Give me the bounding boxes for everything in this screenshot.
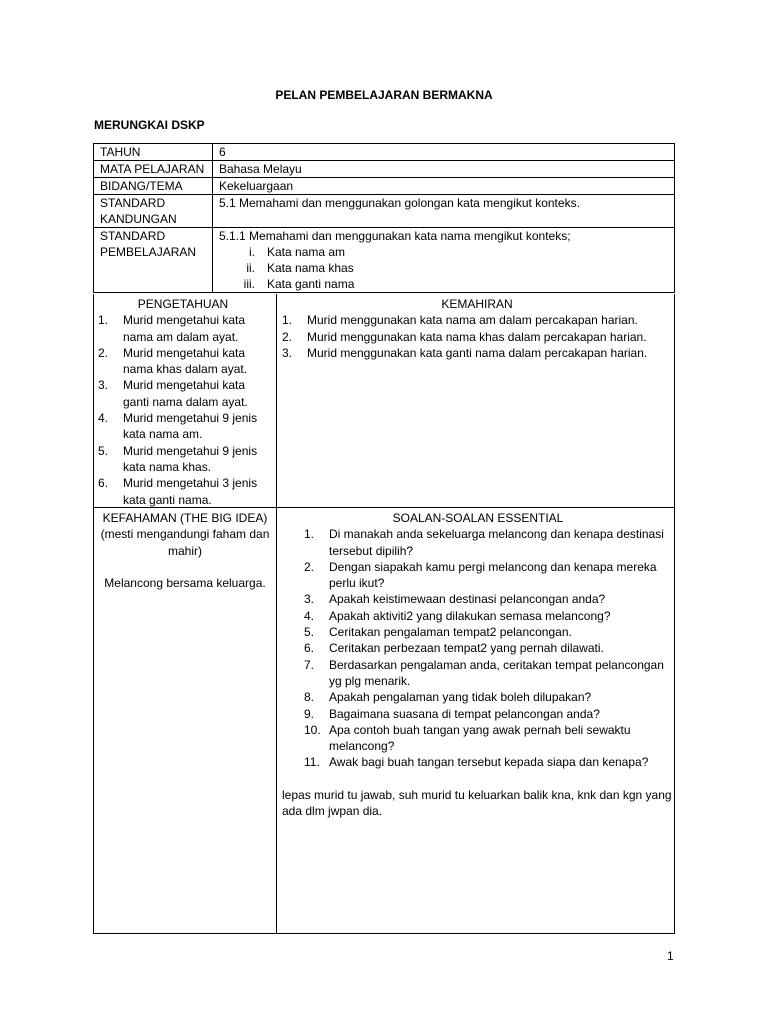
- list-item: 6. Ceritakan perbezaan tempat2 yang pernah dilawati.: [304, 641, 604, 656]
- list-item: 3. Murid mengetahui kata ganti nama dalam ayat.: [98, 378, 248, 409]
- row-standard-kandungan: [94, 195, 675, 228]
- mata-pelajaran-label: MATA PELAJARAN: [94, 161, 213, 178]
- list-item: 2. Murid mengetahui kata nama khas dalam ayat.: [98, 345, 248, 377]
- list-item: 1. Murid mengetahui kata nama am dalam ayat.: [98, 313, 246, 344]
- list-item: ii. Kata nama khas: [246, 261, 354, 275]
- list-item: 11. Awak bagi buah tangan tersebut kepada siapa dan kenapa?: [304, 755, 649, 770]
- list-item: 3. Apakah keistimewaan destinasi pelancongan anda?: [304, 592, 606, 607]
- row-standard-pembelajaran: [94, 228, 675, 293]
- kemahiran-list: [282, 312, 672, 361]
- standard-pembelajaran-cell: [213, 228, 675, 293]
- list-item: 1. Di manakah anda sekeluarga melancong dan kenapa destinasi tersebut dipilih?: [304, 527, 664, 558]
- list-item: 10. Apa contoh buah tangan yang awak pernah beli sewaktu melancong?: [304, 722, 631, 754]
- row-tahun: [94, 144, 675, 161]
- list-item: 3. Murid menggunakan kata ganti nama dalam percakapan harian.: [282, 345, 648, 360]
- soalan-cell: [282, 510, 674, 819]
- kefahaman-cell: [98, 510, 272, 591]
- soalan-list: [282, 526, 674, 770]
- tahun-label: TAHUN: [94, 144, 213, 161]
- list-item: 6. Murid mengetahui 3 jenis kata ganti nama.: [98, 476, 258, 507]
- standard-pembelajaran-list: [219, 244, 674, 292]
- list-item: 8. Apakah pengalaman yang tidak boleh dilupakan?: [304, 690, 592, 705]
- kefahaman-subheading: (mesti mengandungi faham dan mahir): [100, 527, 270, 558]
- kefahaman-heading: KEFAHAMAN (THE BIG IDEA): [102, 511, 268, 525]
- mata-pelajaran-value: Bahasa Melayu: [213, 161, 675, 178]
- list-item: iii. Kata ganti nama: [243, 277, 355, 291]
- list-item: 1. Murid menggunakan kata nama am dalam percakapan harian.: [282, 313, 638, 328]
- standard-pembelajaran-label: STANDARD PEMBELAJARAN: [94, 228, 213, 293]
- kefahaman-text: Melancong bersama keluarga.: [104, 575, 266, 590]
- standard-kandungan-value: 5.1 Memahami dan menggunakan golongan kata mengikut konteks.: [213, 195, 675, 228]
- list-item: 7. Berdasarkan pengalaman anda, ceritakan tempat pelancongan yg plg menarik.: [304, 657, 664, 688]
- bidang-value: Kekeluargaan: [213, 178, 675, 195]
- standard-kandungan-label: STANDARD KANDUNGAN: [94, 195, 213, 228]
- soalan-heading: SOALAN-SOALAN ESSENTIAL: [392, 511, 564, 525]
- list-item: 4. Apakah aktiviti2 yang dilakukan semasa melancong?: [304, 608, 611, 623]
- lower-grid: [93, 294, 675, 934]
- pengetahuan-heading: PENGETAHUAN: [137, 297, 229, 311]
- soalan-closing-note: lepas murid tu jawab, suh murid tu keluarkan balik kna, knk dan kgn yang ada dlm jwpan dia.: [282, 787, 672, 819]
- row-mata-pelajaran: [94, 161, 675, 178]
- tahun-value: 6: [213, 144, 675, 161]
- info-table: [93, 143, 675, 293]
- standard-pembelajaran-value: 5.1.1 Memahami dan menggunakan kata nama mengikut konteks;: [219, 229, 571, 243]
- list-item: i. Kata nama am: [249, 245, 346, 259]
- kemahiran-cell: [282, 296, 672, 361]
- list-item: 5. Ceritakan pengalaman tempat2 pelancongan.: [304, 625, 572, 640]
- list-item: 4. Murid mengetahui 9 jenis kata nama am.: [98, 411, 258, 442]
- column-divider: [276, 294, 277, 933]
- bidang-label: BIDANG/TEMA: [94, 178, 213, 195]
- list-item: 5. Murid mengetahui 9 jenis kata nama khas.: [98, 443, 258, 474]
- row-bidang: [94, 178, 675, 195]
- pengetahuan-list: [98, 312, 268, 508]
- section-heading: MERUNGKAI DSKP: [94, 118, 205, 132]
- kemahiran-heading: KEMAHIRAN: [441, 297, 513, 311]
- list-item: 9. Bagaimana suasana di tempat pelancongan anda?: [304, 706, 600, 721]
- pengetahuan-cell: [98, 296, 268, 508]
- spacer: [98, 559, 272, 575]
- list-item: 2. Dengan siapakah kamu pergi melancong dan kenapa mereka perlu ikut?: [304, 559, 657, 591]
- page-title: PELAN PEMBELAJARAN BERMAKNA: [275, 88, 493, 102]
- page-number: 1: [667, 949, 674, 963]
- list-item: 2. Murid menggunakan kata nama khas dalam percakapan harian.: [282, 329, 647, 344]
